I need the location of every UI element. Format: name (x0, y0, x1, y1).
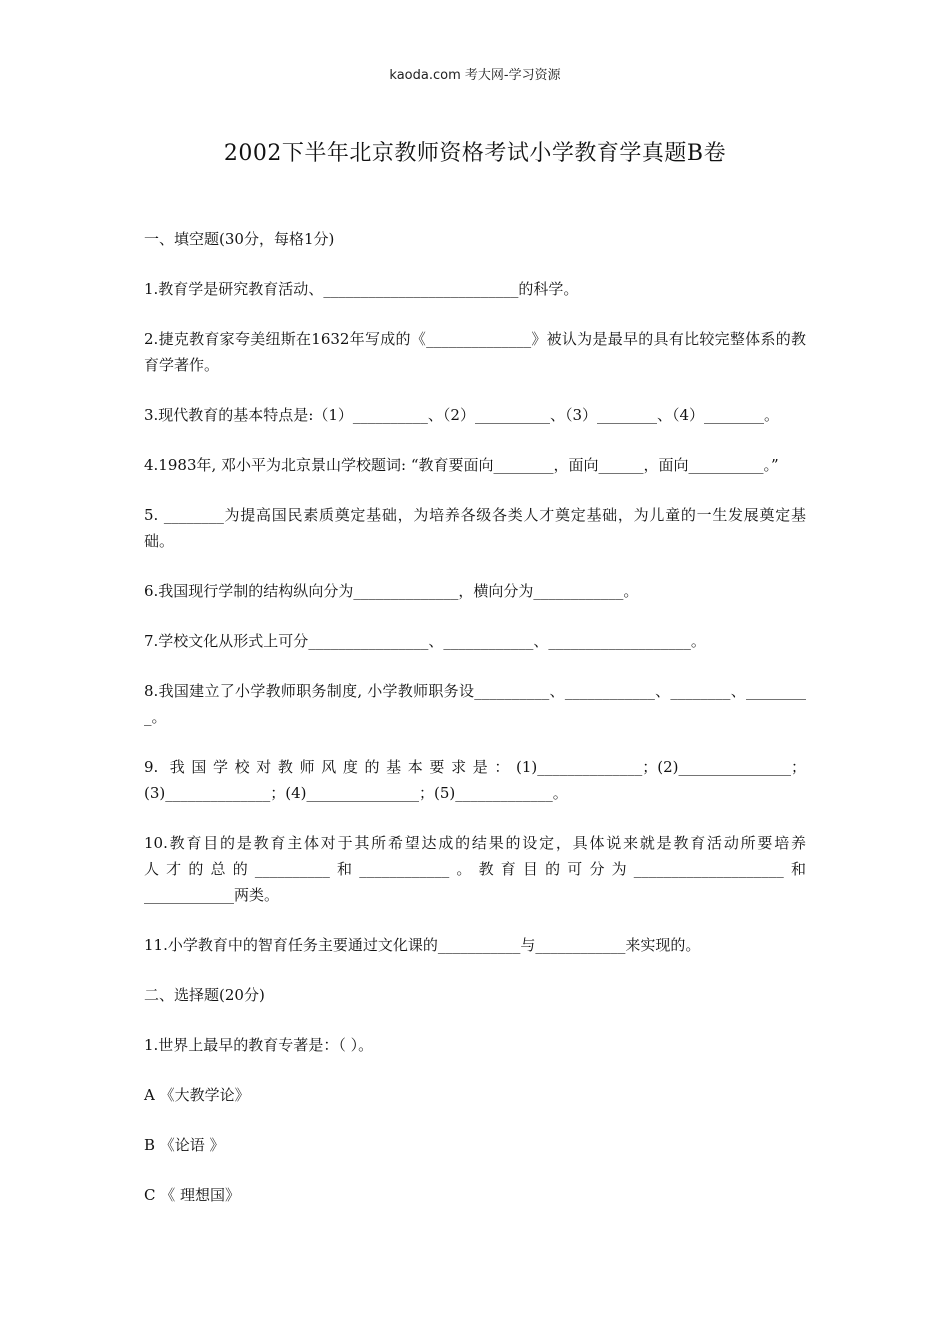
mc-option-a: A 《大教学论》 (144, 1086, 250, 1104)
question-10-line-3: ____________两类。 (144, 886, 280, 904)
section-heading-fill-blank: 一、填空题(30分，每格1分) (144, 230, 335, 248)
question-8: 8.我国建立了小学教师职务制度, 小学教师职务设__________、____________、________、_________。 (144, 682, 806, 726)
mc-question-1: 1.世界上最早的教育专著是：（ ）。 (144, 1036, 374, 1054)
question-10 (144, 830, 806, 908)
question-9-line-1: 9. 我国学校对教师风度的基本要求是：(1)______________；(2)_______________； (144, 758, 806, 776)
question-4: 4.1983年, 邓小平为北京景山学校题词: “教育要面向________，面向______，面向__________。” (144, 456, 779, 474)
question-7: 7.学校文化从形式上可分________________、____________、___________________。 (144, 632, 706, 650)
question-6: 6.我国现行学制的结构纵向分为______________，横向分为____________。 (144, 582, 639, 600)
page-header: kaoda.com 考大网-学习资源 (389, 68, 561, 83)
mc-option-c: C 《 理想国》 (144, 1186, 241, 1204)
page-title: 2002下半年北京教师资格考试小学教育学真题B卷 (223, 141, 727, 166)
document-body (144, 226, 806, 1232)
question-5: 5. ________为提高国民素质奠定基础，为培养各级各类人才奠定基础，为儿童的一生发展奠定基础。 (144, 506, 806, 550)
question-10-line-2: 人才的总的__________和____________。教育目的可分为____________________和 (144, 860, 806, 878)
mc-option-b: B 《论语 》 (144, 1136, 225, 1154)
question-1: 1.教育学是研究教育活动、__________________________的科学。 (144, 280, 579, 298)
question-9 (144, 754, 806, 806)
section-heading-multiple-choice: 二、选择题(20分) (144, 986, 265, 1004)
question-2: 2.捷克教育家夸美纽斯在1632年写成的《______________》被认为是最早的具有比较完整体系的教育学著作。 (144, 330, 806, 374)
question-10-line-1: 10.教育目的是教育主体对于其所希望达成的结果的设定，具体说来就是教育活动所要培养 (144, 834, 806, 852)
question-3: 3.现代教育的基本特点是:（1）__________、（2）__________、（3）________、（4）________。 (144, 406, 780, 424)
question-11: 11.小学教育中的智育任务主要通过文化课的___________与____________来实现的。 (144, 936, 701, 954)
question-9-line-2: (3)______________；(4)_______________；(5)_____________。 (144, 784, 568, 802)
